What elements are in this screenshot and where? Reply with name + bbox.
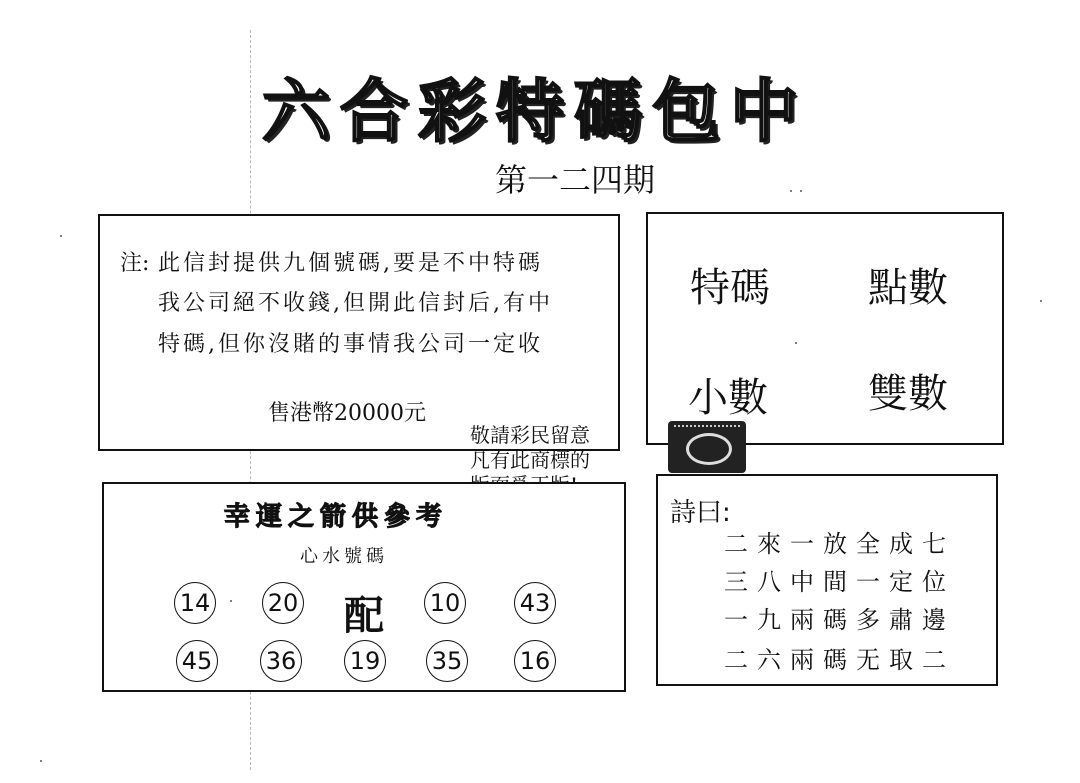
lucky-numbers-box — [102, 482, 626, 692]
pair-label: 配 — [344, 592, 384, 639]
notice-line: 敬請彩民留意 — [470, 423, 590, 447]
type-special-number: 特碼 — [690, 265, 770, 311]
poem-line: 二六兩碼无取二 — [724, 646, 955, 674]
scan-speck — [230, 600, 232, 602]
issue-number: 第一二四期 — [494, 161, 655, 199]
poem-line: 二來一放全成七 — [724, 530, 955, 558]
trademark-stamp-icon — [668, 421, 746, 473]
number-ball: 43 — [514, 582, 556, 624]
poem-title: 詩曰: — [670, 498, 731, 528]
type-even-number: 雙數 — [868, 371, 948, 417]
number-ball: 35 — [426, 640, 468, 682]
number-ball: 45 — [176, 640, 218, 682]
number-ball: 10 — [424, 582, 466, 624]
number-ball: 20 — [262, 582, 304, 624]
number-ball: 36 — [260, 640, 302, 682]
poem-line: 三八中間一定位 — [724, 568, 955, 596]
type-points: 點數 — [868, 265, 948, 311]
scan-speck — [60, 235, 62, 237]
poem-box — [656, 474, 998, 686]
lucky-subtitle: 心水號碼 — [300, 546, 388, 567]
note-line: 此信封提供九個號碼,要是不中特碼 — [158, 251, 543, 276]
note-line: 特碼,但你沒賭的事情我公司一定收 — [158, 332, 543, 357]
notice-box — [98, 214, 620, 451]
number-ball: 16 — [514, 640, 556, 682]
note-label: 注: — [120, 251, 150, 276]
poem-line: 一九兩碼多肅邊 — [724, 606, 955, 634]
price: 售港幣20000元 — [268, 401, 426, 426]
lucky-title: 幸運之箭供參考 — [224, 502, 449, 532]
scan-speck — [40, 760, 42, 762]
number-ball: 19 — [344, 640, 386, 682]
notice-line: 凡有此商標的 — [470, 448, 590, 472]
type-box — [646, 212, 1004, 445]
number-ball: 14 — [174, 582, 216, 624]
type-small-number: 小數 — [688, 375, 768, 421]
scan-speck — [1040, 300, 1042, 302]
scan-speck — [790, 190, 792, 192]
scan-speck — [800, 190, 802, 192]
scan-speck — [795, 342, 797, 344]
page-title: 六合彩特碼包中 — [261, 72, 808, 152]
note-line: 我公司絕不收錢,但開此信封后,有中 — [158, 291, 553, 316]
